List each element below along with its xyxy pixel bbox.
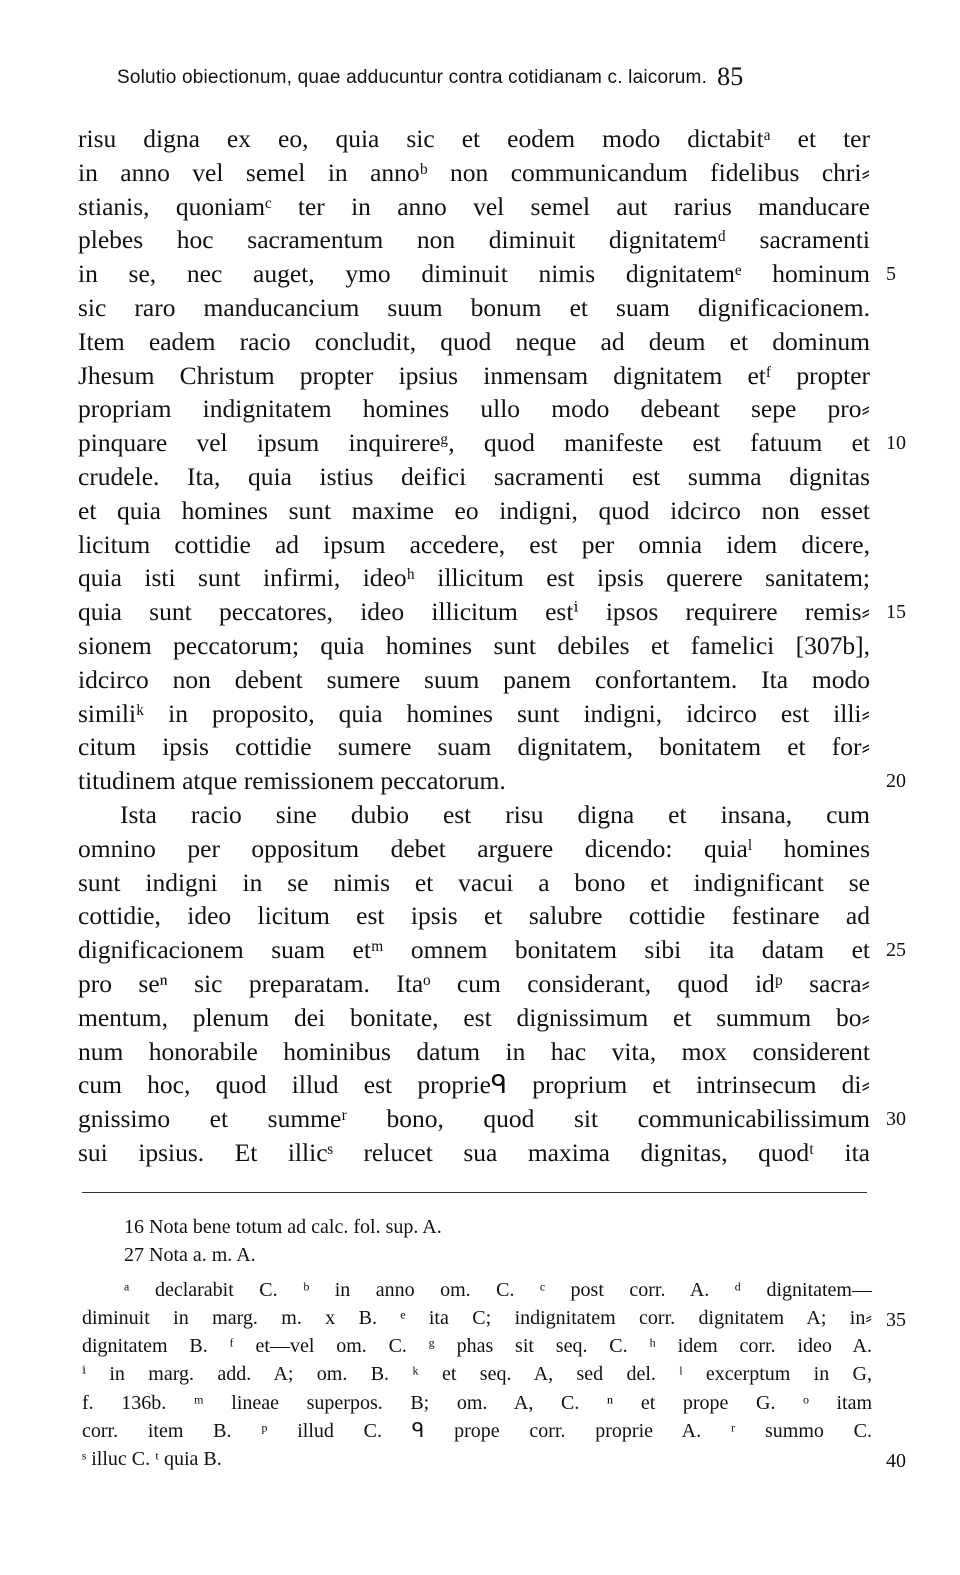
line-number: 5 xyxy=(886,263,896,285)
text-line: pro seⁿ sic preparatam. Itaᵒ cum considerant, quod idᵖ sacra⸗ xyxy=(78,968,870,998)
text-line: Item eadem racio concludit, quod neque ad deum et dominum xyxy=(78,326,870,356)
line-number: 15 xyxy=(886,601,906,623)
text-line: in anno vel semel in annoᵇ non communicandum fidelibus chri⸗ xyxy=(78,157,870,187)
header-title: Solutio obiectionum, quae adducuntur contra cotidianam c. laicorum. xyxy=(117,67,708,88)
footnote-line: dignitatem B. ᶠ et—vel om. C. ᵍ phas sit seq. C. ʰ idem corr. ideo A. xyxy=(82,1335,872,1358)
footnote-line: ˢ illuc C. ᵗ quia B. xyxy=(82,1448,222,1471)
running-header xyxy=(117,60,877,90)
text-line: risu digna ex eo, quia sic et eodem modo dictabitᵃ et ter xyxy=(78,124,870,153)
text-line: num honorabile hominibus datum in hac vita, mox considerent xyxy=(78,1036,870,1066)
text-line: cum hoc, quod illud est proprieᑫ proprium et intrinsecum di⸗ xyxy=(78,1070,870,1100)
text-line: mentum, plenum dei bonitate, est dignissimum et summum bo⸗ xyxy=(78,1002,870,1032)
text-line: titudinem atque remissionem peccatorum. xyxy=(78,766,506,796)
text-line: quia isti sunt infirmi, ideoʰ illicitum est ipsis querere sanitatem; xyxy=(78,563,870,593)
footnote-line: ᵃ declarabit C. ᵇ in anno om. C. ᶜ post corr. A. ᵈ dignitatem— xyxy=(124,1278,872,1301)
text-line: sic raro manducancium suum bonum et suam dignificacionem. xyxy=(78,292,870,322)
page-number: 85 xyxy=(717,62,744,91)
text-line: omnino per oppositum debet arguere dicendo: quiaˡ homines xyxy=(78,833,870,863)
text-line: sionem peccatorum; quia homines sunt debiles et famelici [307b], xyxy=(78,630,870,660)
main-text xyxy=(78,122,870,1170)
line-number: 10 xyxy=(886,432,906,454)
line-number: 25 xyxy=(886,939,906,961)
text-line: plebes hoc sacramentum non diminuit dignitatemᵈ sacramenti xyxy=(78,225,870,255)
text-line: Jhesum Christum propter ipsius inmensam dignitatem etᶠ propter xyxy=(78,360,870,390)
text-line: propriam indignitatem homines ullo modo debeant sepe pro⸗ xyxy=(78,394,870,424)
text-line: similiᵏ in proposito, quia homines sunt indigni, idcirco est illi⸗ xyxy=(78,698,870,728)
footnote-line: ⁱ in marg. add. A; om. B. ᵏ et seq. A, sed del. ˡ excerptum in G, xyxy=(82,1363,872,1386)
line-number: 35 xyxy=(886,1309,906,1331)
text-line: stianis, quoniamᶜ ter in anno vel semel aut rarius manducare xyxy=(78,191,870,221)
text-line: in se, nec auget, ymo diminuit nimis dignitatemᵉ hominum xyxy=(78,259,870,289)
text-line: quia sunt peccatores, ideo illicitum estⁱ ipsos requirere remis⸗ xyxy=(78,597,870,627)
text-line: crudele. Ita, quia istius deifici sacramenti est summa dignitas xyxy=(78,461,870,491)
text-line: cottidie, ideo licitum est ipsis et salubre cottidie festinare ad xyxy=(78,901,870,931)
text-line: licitum cottidie ad ipsum accedere, est per omnia idem dicere, xyxy=(78,529,870,559)
text-line: sunt indigni in se nimis et vacui a bono et indignificant se xyxy=(78,867,870,897)
text-line: pinquare vel ipsum inquirereᵍ, quod manifeste est fatuum et xyxy=(78,428,870,458)
footnote-rule xyxy=(82,1192,867,1193)
footnote-line: 16 Nota bene totum ad calc. fol. sup. A. xyxy=(124,1216,442,1238)
footnote-line: diminuit in marg. m. x B. ᵉ ita C; indignitatem corr. dignitatem A; in⸗ xyxy=(82,1306,872,1329)
text-line: citum ipsis cottidie sumere suam dignitatem, bonitatem et for⸗ xyxy=(78,732,870,762)
text-line: gnissimo et summeʳ bono, quod sit communicabilissimum xyxy=(78,1104,870,1134)
line-number: 20 xyxy=(886,770,906,792)
text-line: et quia homines sunt maxime eo indigni, quod idcirco non esset xyxy=(78,495,870,525)
text-line: idcirco non debent sumere suum panem confortantem. Ita modo xyxy=(78,664,870,694)
text-line: dignificacionem suam etᵐ omnem bonitatem sibi ita datam et xyxy=(78,935,870,965)
footnote-line: 27 Nota a. m. A. xyxy=(124,1244,256,1267)
text-line: Ista racio sine dubio est risu digna et insana, cum xyxy=(120,799,870,829)
footnote-line: f. 136b. ᵐ lineae superpos. B; om. A, C. ⁿ et prope G. ᵒ itam xyxy=(82,1391,872,1414)
footnote-line: corr. item B. ᵖ illud C. ᑫ prope corr. proprie A. ʳ summo C. xyxy=(82,1420,872,1443)
apparatus-notes xyxy=(82,1213,872,1474)
line-number: 40 xyxy=(886,1450,906,1472)
text-line: sui ipsius. Et illicˢ relucet sua maxima dignitas, quodᵗ ita xyxy=(78,1137,870,1167)
line-number: 30 xyxy=(886,1108,906,1130)
